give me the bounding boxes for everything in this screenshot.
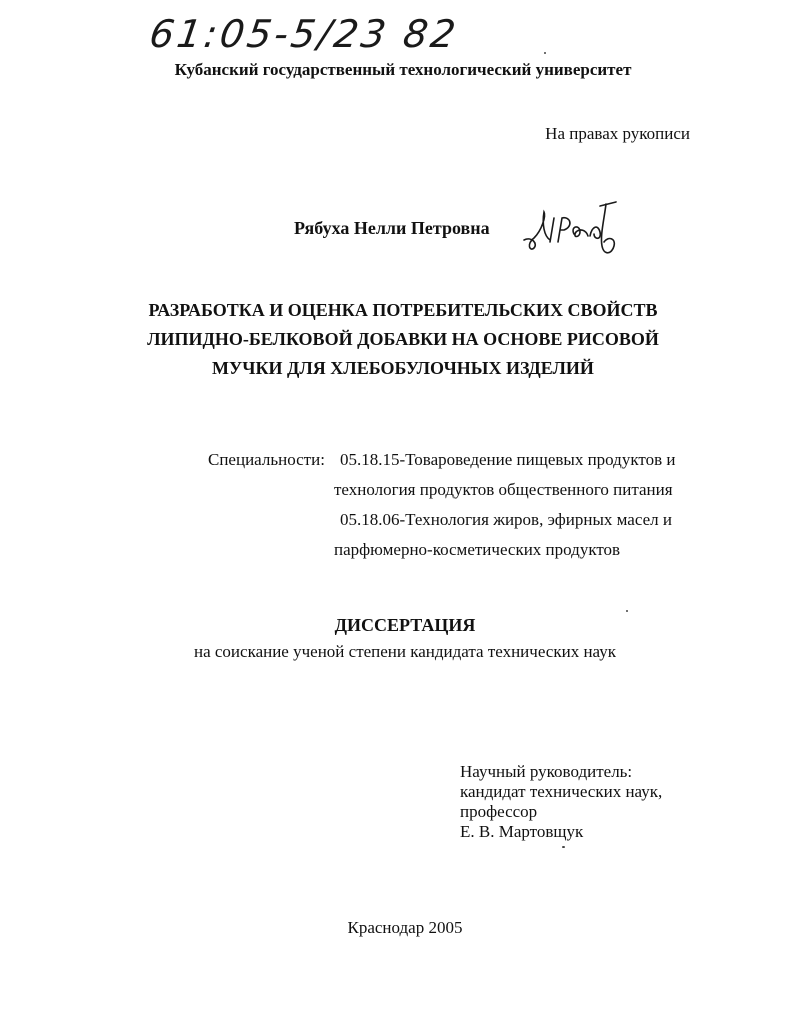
dissertation-heading: ДИССЕРТАЦИЯ [334, 615, 476, 635]
manuscript-rights-note: На правах рукописи [545, 124, 690, 143]
dissertation-title [0, 296, 796, 383]
scan-speck [544, 52, 546, 54]
specialties-label: Специальности: [208, 450, 325, 469]
specialty-line: технология продуктов общественного питания [334, 480, 673, 499]
scan-speck [562, 846, 565, 848]
place-and-year: Краснодар 2005 [347, 918, 463, 937]
supervisor-position: профессор [460, 802, 538, 821]
dissertation-subtitle: на соискание ученой степени кандидата технических наук [193, 642, 616, 661]
specialty-line: 05.18.15-Товароведение пищевых продуктов и [340, 450, 676, 469]
specialty-line: парфюмерно-косметических продуктов [334, 540, 621, 559]
title-line: ЛИПИДНО-БЕЛКОВОЙ ДОБАВКИ НА ОСНОВЕ РИСОВОЙ [147, 329, 659, 349]
supervisor-label: Научный руководитель: [460, 762, 633, 781]
supervisor-degree: кандидат технических наук, [460, 782, 663, 801]
title-line: МУЧКИ ДЛЯ ХЛЕБОБУЛОЧНЫХ ИЗДЕЛИЙ [212, 358, 594, 378]
author-name: Рябуха Нелли Петровна [294, 218, 490, 238]
scan-speck [626, 610, 628, 612]
university-name: Кубанский государственный технологический университет [174, 60, 632, 79]
handwritten-archive-number: 61:05-5/23 82 [146, 12, 462, 56]
specialty-line: 05.18.06-Технология жиров, эфирных масел и [340, 510, 672, 529]
supervisor-name: Е. В. Мартовщук [460, 822, 584, 841]
title-line: РАЗРАБОТКА И ОЦЕНКА ПОТРЕБИТЕЛЬСКИХ СВОЙСТВ [148, 300, 658, 320]
author-signature [520, 196, 620, 260]
